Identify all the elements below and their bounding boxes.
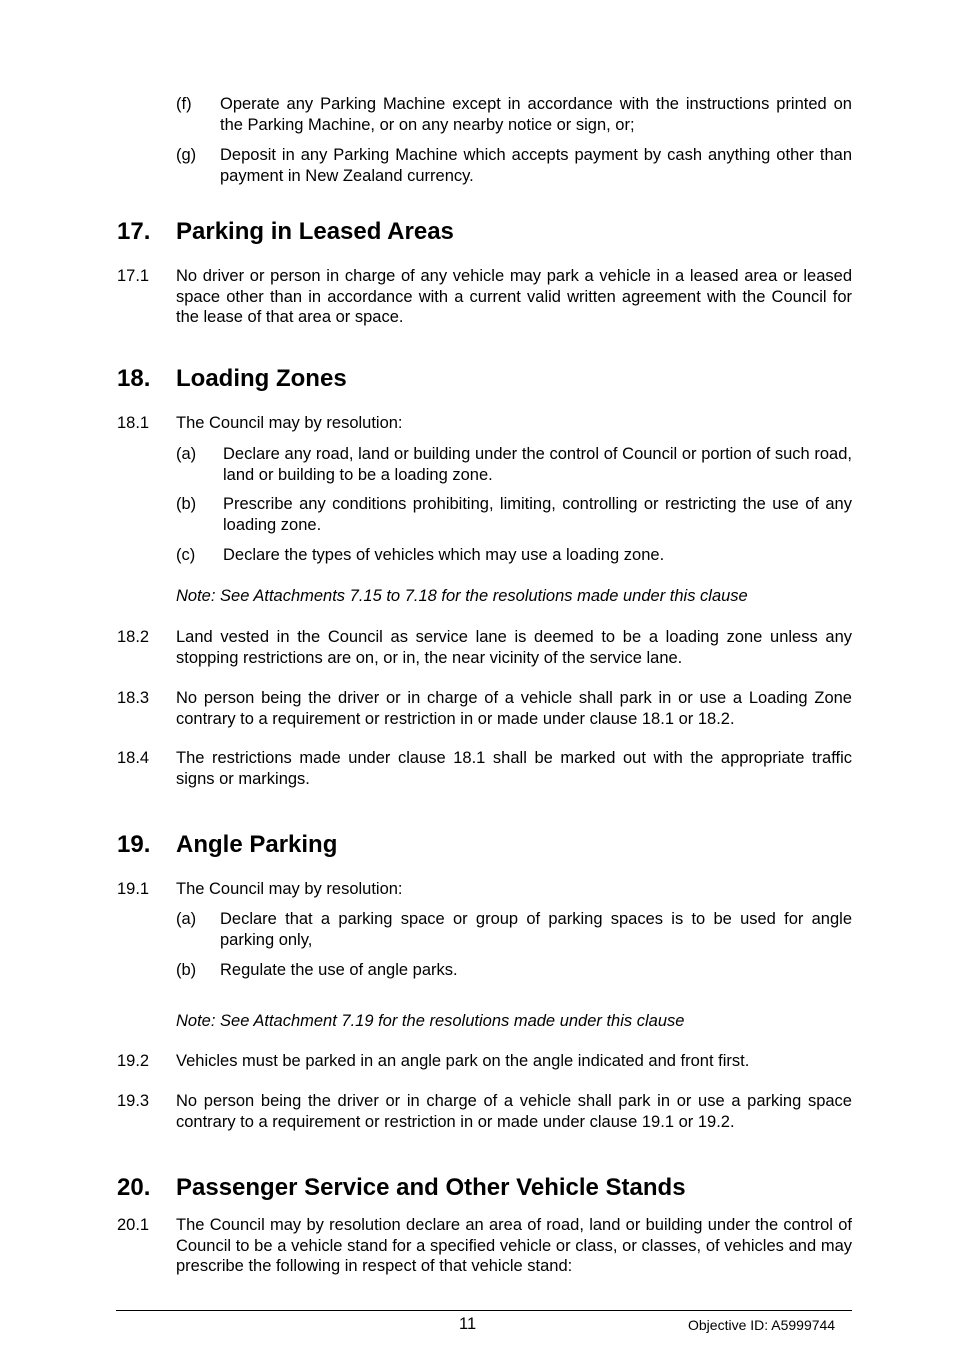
item-label-16g: (g) — [176, 146, 197, 164]
item-text-18-1b: Prescribe any conditions prohibiting, limiting, controlling or restricting the use of any loading zone. — [223, 495, 852, 534]
page-number: 11 — [459, 1315, 477, 1333]
item-text-16f: Operate any Parking Machine except in accordance with the instructions printed on the Parking Machine, or on any nearby notice or sign, or; — [220, 95, 852, 134]
clause-text-19-3: No person being the driver or in charge of a vehicle shall park in or use a parking space contrary to a requirement or restriction in or made under clause 19.1 or 19.2. — [176, 1092, 852, 1131]
clause-text-18-4: The restrictions made under clause 18.1 shall be marked out with the appropriate traffic signs or markings. — [176, 749, 852, 788]
item-label-19-1b: (b) — [176, 961, 197, 979]
clause-number-19-2: 19.2 — [117, 1052, 150, 1070]
item-label-19-1a: (a) — [176, 910, 197, 928]
section-number-17: 17. — [117, 218, 151, 245]
note-18: Note: See Attachments 7.15 to 7.18 for the resolutions made under this clause — [176, 587, 748, 605]
clause-number-17-1: 17.1 — [117, 267, 150, 285]
clause-number-18-1: 18.1 — [117, 414, 150, 432]
clause-text-18-1: The Council may by resolution: — [176, 414, 403, 432]
section-number-20: 20. — [117, 1174, 151, 1201]
clause-text-18-3: No person being the driver or in charge of a vehicle shall park in or use a Loading Zone contrary to a requirement or restriction in or made under clause 18.1 or 18.2. — [176, 689, 852, 728]
clause-number-18-3: 18.3 — [117, 689, 150, 707]
item-text-19-1a: Declare that a parking space or group of parking spaces is to be used for angle parking only, — [220, 910, 852, 949]
section-heading-18: Loading Zones — [176, 365, 347, 392]
item-label-16f: (f) — [176, 95, 192, 113]
clause-number-18-2: 18.2 — [117, 628, 150, 646]
footer-divider — [116, 1310, 852, 1311]
clause-number-19-1: 19.1 — [117, 880, 150, 898]
clause-text-19-2: Vehicles must be parked in an angle park on the angle indicated and front first. — [176, 1052, 750, 1070]
item-text-19-1b: Regulate the use of angle parks. — [220, 961, 458, 979]
item-label-18-1b: (b) — [176, 495, 197, 513]
note-19: Note: See Attachment 7.19 for the resolutions made under this clause — [176, 1012, 685, 1030]
clause-number-18-4: 18.4 — [117, 749, 150, 767]
section-heading-17: Parking in Leased Areas — [176, 218, 454, 245]
clause-text-19-1: The Council may by resolution: — [176, 880, 403, 898]
section-heading-20: Passenger Service and Other Vehicle Stands — [176, 1174, 686, 1201]
item-text-18-1c: Declare the types of vehicles which may use a loading zone. — [223, 546, 665, 564]
section-number-18: 18. — [117, 365, 151, 392]
clause-text-18-2: Land vested in the Council as service lane is deemed to be a loading zone unless any stopping restrictions are on, or in, the near vicinity of the service lane. — [176, 628, 852, 667]
objective-id: Objective ID: A5999744 — [688, 1317, 836, 1333]
clause-text-17-1: No driver or person in charge of any vehicle may park a vehicle in a leased area or leased space other than in accordance with a current valid written agreement with the Council for the lease of that area or space. — [176, 267, 852, 326]
section-number-19: 19. — [117, 831, 151, 858]
clause-number-20-1: 20.1 — [117, 1216, 150, 1234]
item-label-18-1c: (c) — [176, 546, 196, 564]
clause-text-20-1: The Council may by resolution declare an area of road, land or building under the control of Council to be a vehicle stand for a specified vehicle or class, or classes, of vehicles and may prescribe the following in respect of that vehicle stand: — [176, 1216, 852, 1275]
item-label-18-1a: (a) — [176, 445, 197, 463]
item-text-16g: Deposit in any Parking Machine which accepts payment by cash anything other than payment in New Zealand currency. — [220, 146, 852, 185]
item-text-18-1a: Declare any road, land or building under the control of Council or portion of such road, land or building to be a loading zone. — [223, 445, 852, 484]
clause-number-19-3: 19.3 — [117, 1092, 150, 1110]
section-heading-19: Angle Parking — [176, 831, 338, 858]
